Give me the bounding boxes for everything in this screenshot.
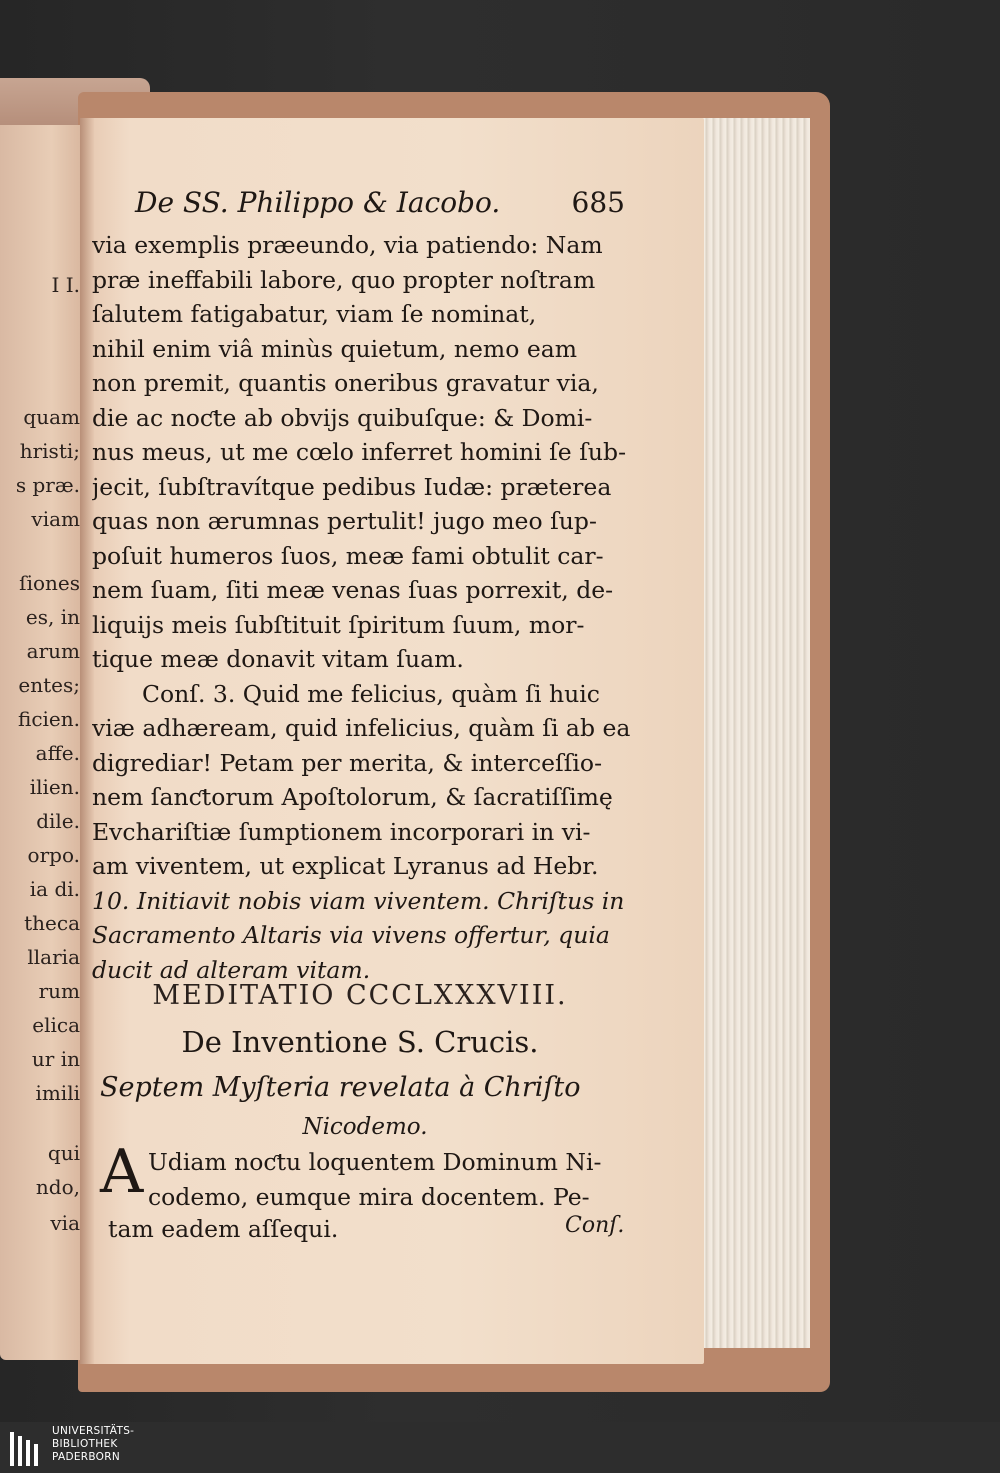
text-line: am viventem, ut explicat Lyranus ad Hebr. — [92, 852, 599, 880]
page-edge-stack — [700, 118, 810, 1348]
text-line: non premit, quantis oneribus gravatur via, — [92, 369, 599, 397]
left-fragment: es, in — [25, 605, 80, 629]
text-line: quas non ærumnas pertulit! jugo meo ſup- — [92, 507, 597, 535]
left-fragment: rum — [38, 979, 80, 1003]
left-page-sliver — [0, 125, 86, 1360]
meditation-subtitle: De Inventione S. Crucis. — [181, 1025, 539, 1059]
left-fragment: theca — [24, 911, 80, 935]
left-fragment: ia di. — [29, 877, 80, 901]
text-line: viæ adhæream, quid infelicius, quàm ſi ab ea — [92, 714, 631, 742]
left-fragment: hristi; — [19, 439, 80, 463]
text-line: nem ſuam, ſiti meæ venas ſuas porrexit, de- — [92, 576, 614, 604]
left-fragment: llaria — [27, 945, 80, 969]
left-fragment: affe. — [35, 741, 80, 765]
left-fragment: viam — [31, 507, 80, 531]
library-logo-text — [52, 1425, 134, 1464]
text-line: liquijs meis ſubſtituit ſpiritum ſuum, mor- — [92, 610, 585, 639]
left-fragment: ilien. — [29, 775, 80, 799]
left-fragment: via — [50, 1211, 80, 1235]
left-fragment: ſiones — [19, 571, 80, 595]
left-fragment: s præ. — [15, 473, 80, 497]
text-line: præ ineffabili labore, quo propter noſtram — [92, 265, 596, 294]
mystery-line-1: Septem Myſteria revelata à Chriſto — [100, 1072, 581, 1103]
running-head — [135, 186, 625, 226]
left-fragment: I I. — [51, 273, 80, 297]
left-fragment: ndo, — [35, 1175, 80, 1199]
left-fragment: entes; — [18, 673, 80, 697]
logo-line: BIBLIOTHEK — [52, 1438, 118, 1450]
text-line: Sacramento Altaris via vivens offertur, quia — [92, 921, 610, 949]
text-line: jecit, ſubſtravítque pedibus Iudæ: præterea — [92, 472, 612, 501]
left-fragment: qui — [47, 1141, 80, 1165]
left-fragment: dile. — [36, 809, 80, 833]
library-logo-icon — [8, 1428, 46, 1468]
text-line: Evchariſtiæ ſumptionem incorporari in vi- — [92, 817, 591, 846]
paragraph-line-1: Udiam noƈtu loquentem Dominum Ni- — [148, 1148, 602, 1176]
text-line: 10. Initiavit nobis viam viventem. Chriſtus in — [92, 886, 625, 915]
left-fragment: elica — [32, 1013, 80, 1037]
text-line: nihil enim viâ minùs quietum, nemo eam — [92, 334, 578, 363]
text-line: via exemplis præeundo, via patiendo: Nam — [92, 231, 603, 259]
text-line: tique meæ donavit vitam ſuam. — [92, 645, 464, 673]
left-fragment: imili — [35, 1081, 80, 1105]
paragraph-line-3: tam eadem aſſequi. — [108, 1215, 339, 1243]
left-fragment: orpo. — [27, 843, 80, 867]
catchword: Conſ. — [565, 1213, 625, 1238]
library-footer-bar — [0, 1422, 1000, 1473]
text-line: ſalutem fatigabatur, viam ſe nominat, — [92, 300, 537, 328]
text-line: poſuit humeros ſuos, meæ fami obtulit car- — [92, 541, 604, 570]
text-line: nem ſanƈtorum Apoſtolorum, & ſacratiſſimę — [92, 783, 613, 811]
text-line: ducit ad alteram vitam. — [92, 955, 371, 984]
text-line: die ac noƈte ab obvijs quibuſque: & Domi- — [92, 403, 593, 432]
drop-capital: A — [100, 1137, 144, 1207]
left-fragment: arum — [26, 639, 80, 663]
body-text — [92, 228, 632, 987]
logo-line: UNIVERSITÄTS- — [52, 1425, 135, 1437]
left-fragment: quam — [23, 405, 80, 429]
meditation-heading: MEDITATIO CCCLXXXVIII. — [152, 980, 568, 1011]
text-line: nus meus, ut me cœlo inferret homini ſe ſub- — [92, 438, 627, 466]
logo-line: PADERBORN — [52, 1451, 120, 1463]
running-head-title: De SS. Philippo & Iacobo. — [135, 186, 501, 219]
page-number: 685 — [571, 186, 625, 219]
text-line: Conſ. 3. Quid me felicius, quàm ſi huic — [142, 679, 600, 708]
mystery-line-2: Nicodemo. — [302, 1114, 428, 1140]
paragraph-line-2: codemo, eumque mira docentem. Pe- — [148, 1183, 590, 1211]
left-fragment: ficien. — [17, 707, 80, 731]
text-line: digrediar! Petam per merita, & interceſſio- — [92, 748, 603, 777]
left-fragment: ur in — [31, 1047, 80, 1071]
